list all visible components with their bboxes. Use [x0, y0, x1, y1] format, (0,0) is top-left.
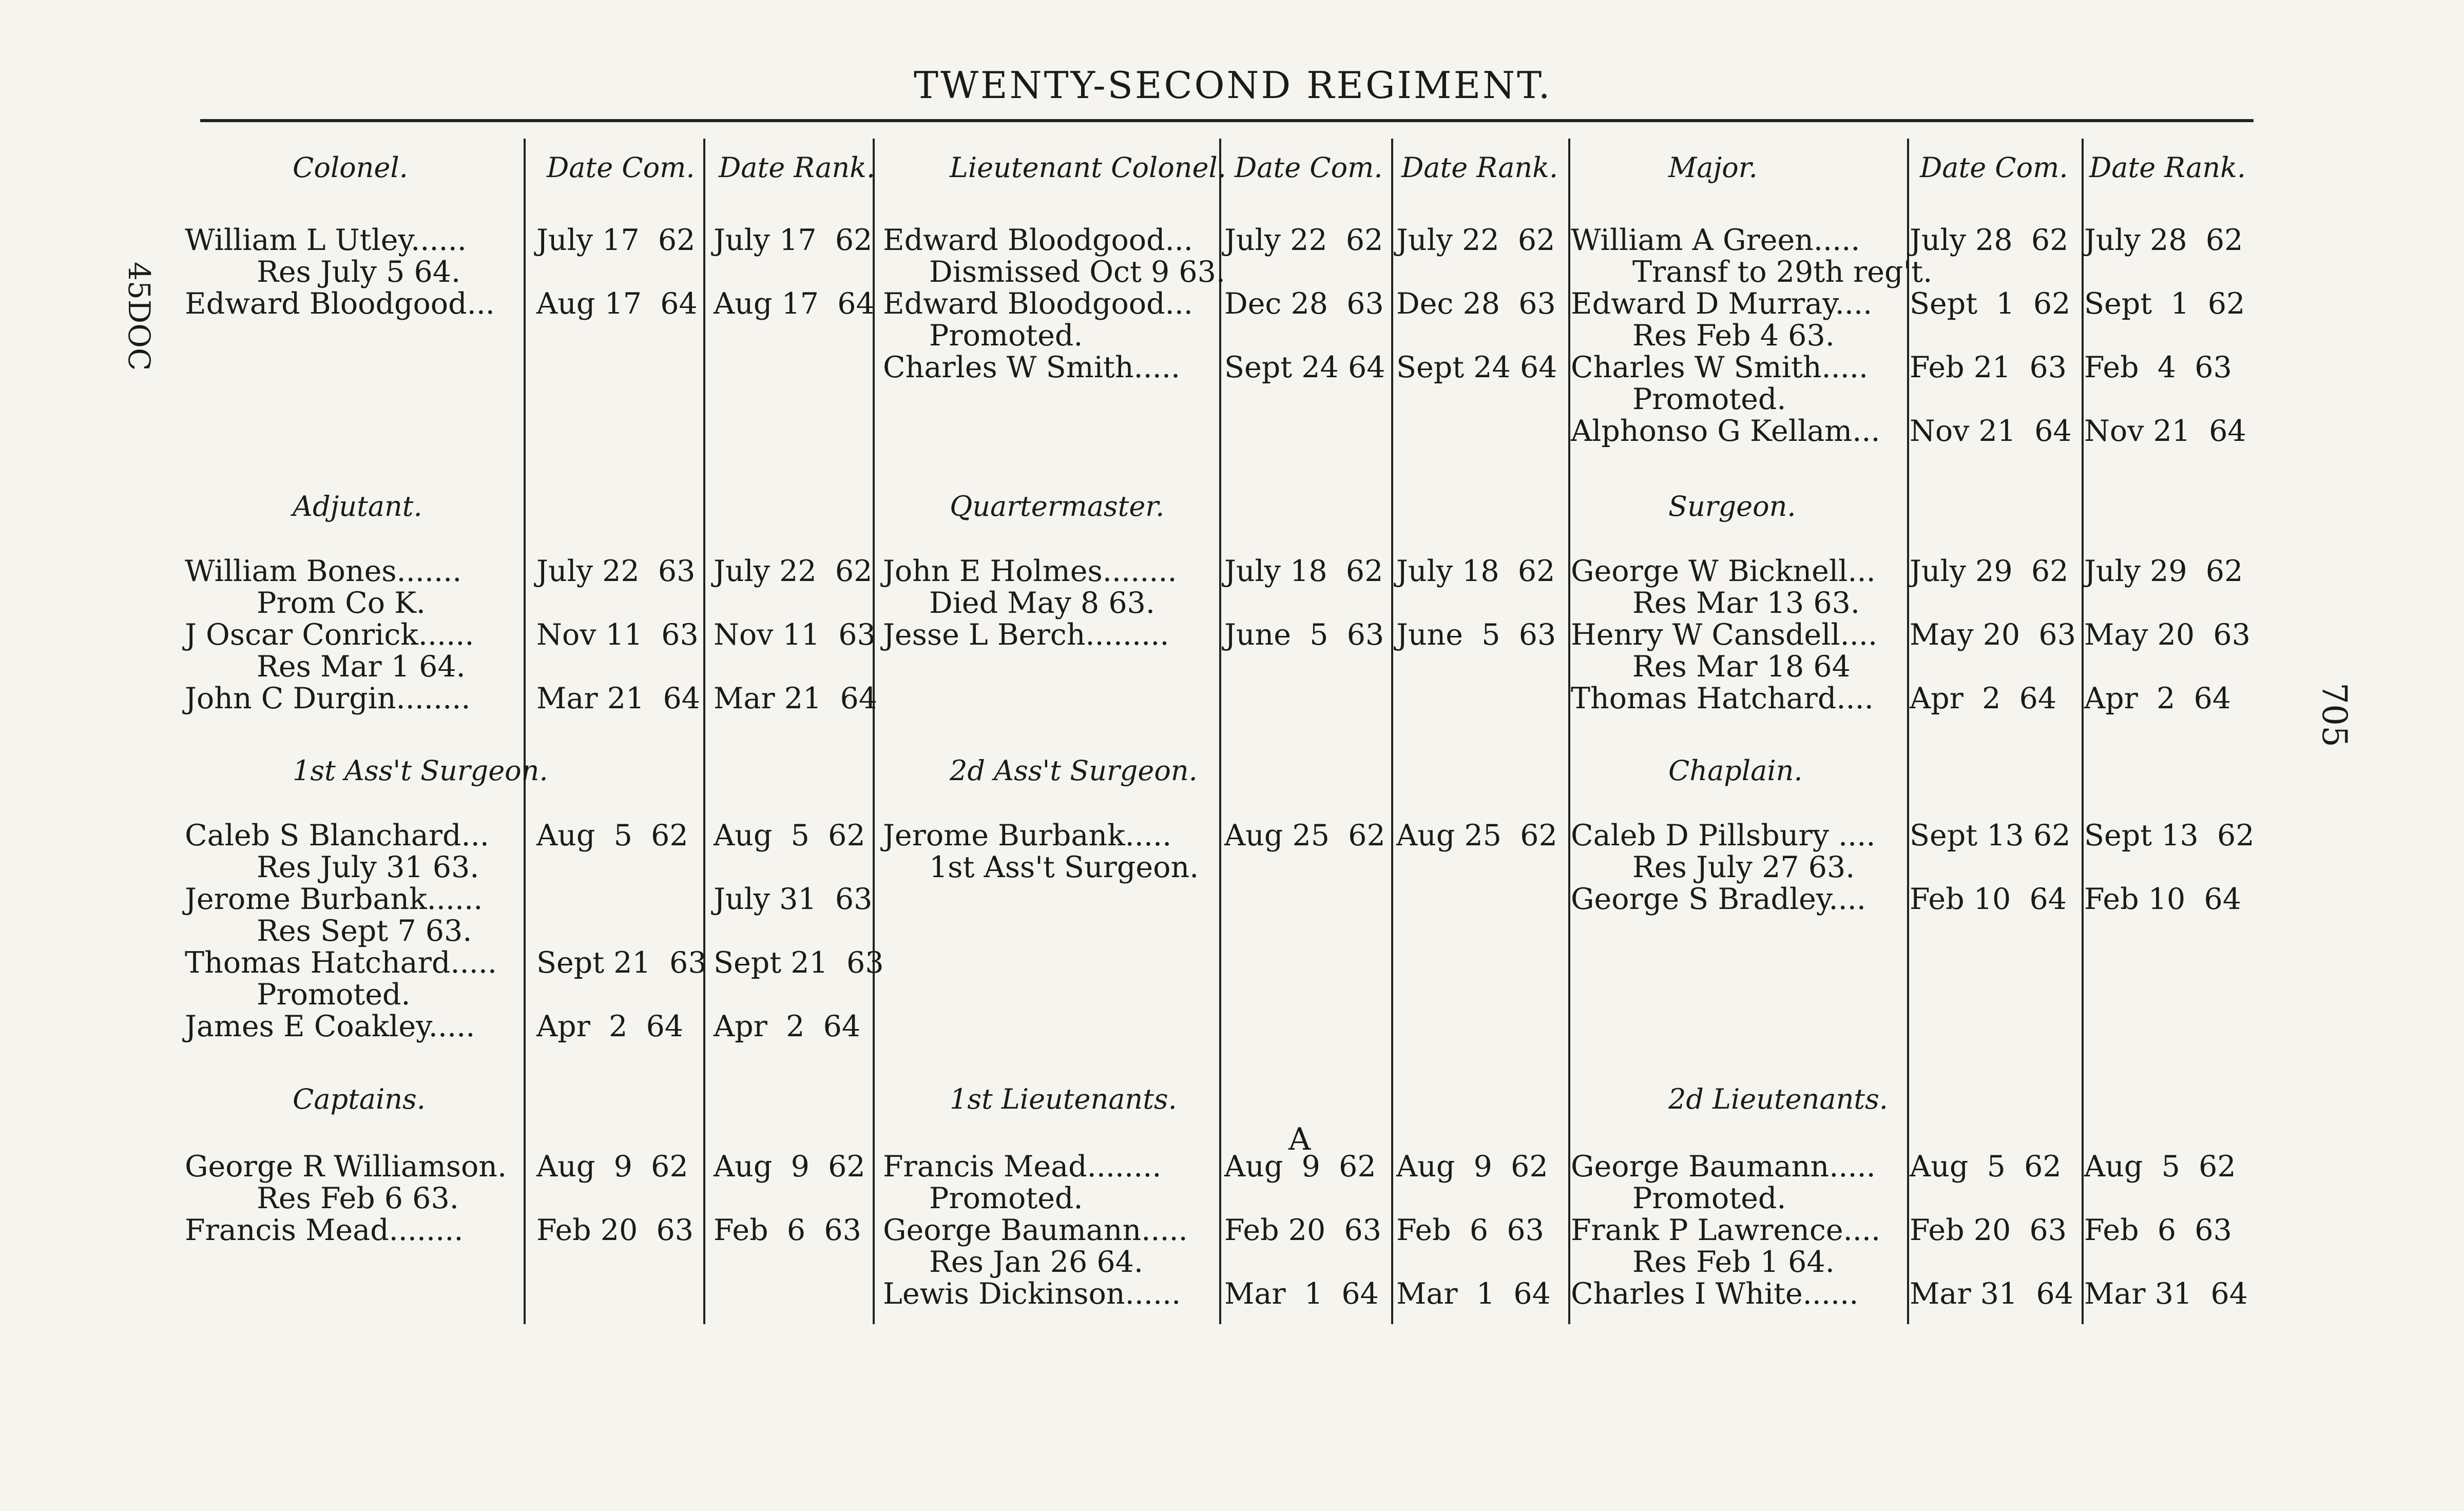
date-commissioned: July 22 63: [536, 554, 696, 588]
officer-note: Res Feb 1 64.: [1632, 1245, 1835, 1279]
officer-note: Promoted.: [1632, 382, 1786, 416]
date-commissioned: July 28 62: [1910, 223, 2069, 257]
officer-name: Caleb S Blanchard...: [185, 819, 489, 853]
date-commissioned: Aug 17 64: [536, 287, 698, 321]
date-commissioned: Sept 1 62: [1910, 287, 2071, 321]
date-commissioned: June 5 63: [1224, 618, 1384, 652]
section-heading: Chaplain.: [1668, 754, 1803, 787]
column-rule: [1907, 139, 1909, 1324]
officer-note: Res Mar 13 63.: [1632, 586, 1860, 620]
date-of-rank: July 18 62: [1396, 554, 1555, 588]
officer-name: George Baumann.....: [883, 1213, 1188, 1247]
date-com-heading: Date Com.: [1235, 151, 1383, 184]
date-of-rank: Sept 24 64: [1396, 351, 1557, 384]
date-rank-heading: Date Rank.: [2089, 151, 2246, 184]
section-heading: Adjutant.: [293, 490, 422, 522]
officer-note: Res July 27 63.: [1632, 850, 1855, 884]
date-of-rank: Aug 17 64: [714, 287, 875, 321]
date-of-rank: Feb 10 64: [2084, 882, 2242, 916]
column-rule: [524, 139, 526, 1324]
officer-name: Caleb D Pillsbury ....: [1571, 819, 1876, 853]
date-of-rank: Feb 4 63: [2084, 351, 2232, 384]
officer-note: Promoted.: [929, 1181, 1083, 1215]
date-commissioned: Aug 5 62: [1910, 1150, 2062, 1184]
date-of-rank: Dec 28 63: [1396, 287, 1556, 321]
date-of-rank: July 28 62: [2084, 223, 2243, 257]
column-rule: [1568, 139, 1570, 1324]
section-heading: Captains.: [293, 1083, 426, 1115]
section-heading: 2d Ass't Surgeon.: [950, 754, 1198, 787]
page-number: 705: [2315, 683, 2354, 747]
date-of-rank: Sept 13 62: [2084, 819, 2255, 853]
date-of-rank: Mar 1 64: [1396, 1277, 1551, 1311]
date-of-rank: Aug 25 62: [1396, 819, 1557, 853]
officer-name: John C Durgin........: [185, 682, 471, 715]
date-rank-heading: Date Rank.: [719, 151, 876, 184]
officer-note: Transf to 29th reg't.: [1632, 255, 1933, 289]
date-commissioned: Dec 28 63: [1224, 287, 1384, 321]
section-heading: 2d Lieutenants.: [1668, 1083, 1888, 1115]
date-of-rank: Aug 9 62: [1396, 1150, 1548, 1184]
date-of-rank: Feb 6 63: [1396, 1213, 1544, 1247]
date-of-rank: July 22 62: [714, 554, 873, 588]
section-heading: 1st Lieutenants.: [950, 1083, 1177, 1115]
date-commissioned: Feb 20 63: [536, 1213, 694, 1247]
date-of-rank: Feb 6 63: [714, 1213, 861, 1247]
date-commissioned: July 18 62: [1224, 554, 1383, 588]
column-rule: [703, 139, 705, 1324]
date-com-heading: Date Com.: [547, 151, 695, 184]
officer-name: George S Bradley....: [1571, 882, 1866, 916]
section-heading: 1st Ass't Surgeon.: [293, 754, 548, 787]
officer-name: William L Utley......: [185, 223, 467, 257]
officer-name: Jerome Burbank......: [185, 882, 483, 916]
date-of-rank: July 17 62: [714, 223, 873, 257]
date-commissioned: Nov 11 63: [536, 618, 699, 652]
column-rule: [1391, 139, 1393, 1324]
officer-name: Henry W Cansdell....: [1571, 618, 1878, 652]
officer-name: Charles W Smith.....: [883, 351, 1181, 384]
date-commissioned: Mar 21 64: [536, 682, 701, 715]
officer-note: Res July 31 63.: [257, 850, 479, 884]
officer-name: Edward Bloodgood...: [883, 223, 1193, 257]
date-commissioned: Sept 13 62: [1910, 819, 2071, 853]
date-commissioned: Aug 9 62: [536, 1150, 688, 1184]
date-commissioned: Nov 21 64: [1910, 414, 2072, 448]
officer-name: Edward Bloodgood...: [883, 287, 1193, 321]
date-of-rank: June 5 63: [1396, 618, 1556, 652]
date-of-rank: July 22 62: [1396, 223, 1555, 257]
officer-note: Res Mar 1 64.: [257, 650, 466, 684]
margin-mark: A: [1288, 1121, 1311, 1157]
officer-name: Charles I White......: [1571, 1277, 1859, 1311]
officer-note: Dismissed Oct 9 63.: [929, 255, 1226, 289]
date-of-rank: Mar 31 64: [2084, 1277, 2248, 1311]
officer-name: Jerome Burbank.....: [883, 819, 1172, 853]
date-commissioned: Feb 20 63: [1910, 1213, 2067, 1247]
date-of-rank: Aug 5 62: [714, 819, 865, 853]
date-rank-heading: Date Rank.: [1401, 151, 1558, 184]
officer-note: Res Jan 26 64.: [929, 1245, 1143, 1279]
title-rule: [200, 119, 2254, 122]
officer-name: Francis Mead........: [883, 1150, 1162, 1184]
officer-note: Prom Co K.: [257, 586, 426, 620]
officer-name: George Baumann.....: [1571, 1150, 1876, 1184]
officer-name: Edward D Murray....: [1571, 287, 1873, 321]
date-commissioned: Feb 21 63: [1910, 351, 2067, 384]
officer-name: Lewis Dickinson......: [883, 1277, 1181, 1311]
date-commissioned: Sept 21 63: [536, 946, 707, 980]
date-of-rank: Apr 2 64: [2084, 682, 2231, 715]
officer-name: George W Bicknell...: [1571, 554, 1876, 588]
officer-name: George R Williamson.: [185, 1150, 507, 1184]
officer-name: Edward Bloodgood...: [185, 287, 495, 321]
officer-name: J Oscar Conrick......: [185, 618, 474, 652]
officer-note: Promoted.: [929, 319, 1083, 353]
column-rule: [1219, 139, 1221, 1324]
officer-note: Promoted.: [257, 978, 411, 1012]
date-commissioned: Feb 10 64: [1910, 882, 2067, 916]
officer-note: 1st Ass't Surgeon.: [929, 850, 1199, 884]
date-commissioned: Mar 1 64: [1224, 1277, 1379, 1311]
date-commissioned: May 20 63: [1910, 618, 2076, 652]
officer-name: Jesse L Berch.........: [883, 618, 1169, 652]
date-commissioned: Aug 9 62: [1224, 1150, 1376, 1184]
officer-name: William A Green.....: [1571, 223, 1860, 257]
date-of-rank: Apr 2 64: [714, 1010, 861, 1043]
officer-name: William Bones.......: [185, 554, 462, 588]
officer-note: Res July 5 64.: [257, 255, 461, 289]
date-of-rank: July 31 63: [714, 882, 873, 916]
column-rule: [2082, 139, 2084, 1324]
section-heading: Surgeon.: [1668, 490, 1796, 522]
page-title: TWENTY-SECOND REGIMENT.: [914, 64, 1552, 107]
date-commissioned: Sept 24 64: [1224, 351, 1385, 384]
date-commissioned: Mar 31 64: [1910, 1277, 2074, 1311]
officer-note: Died May 8 63.: [929, 586, 1155, 620]
officer-name: Francis Mead........: [185, 1213, 464, 1247]
date-commissioned: Aug 25 62: [1224, 819, 1385, 853]
section-heading: Major.: [1668, 151, 1758, 184]
officer-name: Frank P Lawrence....: [1571, 1213, 1881, 1247]
officer-name: Thomas Hatchard....: [1571, 682, 1874, 715]
date-commissioned: July 29 62: [1910, 554, 2069, 588]
date-of-rank: July 29 62: [2084, 554, 2243, 588]
date-commissioned: Apr 2 64: [1910, 682, 2057, 715]
section-heading: Lieutenant Colonel.: [950, 151, 1226, 184]
date-commissioned: Feb 20 63: [1224, 1213, 1382, 1247]
officer-note: Promoted.: [1632, 1181, 1786, 1215]
date-of-rank: May 20 63: [2084, 618, 2250, 652]
officer-name: John E Holmes........: [883, 554, 1177, 588]
officer-note: Res Mar 18 64: [1632, 650, 1851, 684]
officer-name: Alphonso G Kellam...: [1571, 414, 1880, 448]
date-com-heading: Date Com.: [1920, 151, 2068, 184]
date-of-rank: Aug 9 62: [714, 1150, 865, 1184]
doc-label: 45DOC: [122, 262, 157, 371]
section-heading: Colonel.: [293, 151, 408, 184]
date-of-rank: Aug 5 62: [2084, 1150, 2236, 1184]
date-of-rank: Sept 1 62: [2084, 287, 2245, 321]
date-of-rank: Feb 6 63: [2084, 1213, 2232, 1247]
section-heading: Quartermaster.: [950, 490, 1165, 522]
officer-name: James E Coakley.....: [185, 1010, 475, 1043]
date-of-rank: Nov 11 63: [714, 618, 876, 652]
officer-name: Charles W Smith.....: [1571, 351, 1869, 384]
officer-note: Res Feb 6 63.: [257, 1181, 459, 1215]
officer-note: Res Feb 4 63.: [1632, 319, 1835, 353]
date-commissioned: Apr 2 64: [536, 1010, 684, 1043]
date-of-rank: Sept 21 63: [714, 946, 884, 980]
date-commissioned: July 22 62: [1224, 223, 1383, 257]
date-of-rank: Nov 21 64: [2084, 414, 2246, 448]
date-of-rank: Mar 21 64: [714, 682, 878, 715]
date-commissioned: July 17 62: [536, 223, 696, 257]
officer-note: Res Sept 7 63.: [257, 914, 472, 948]
officer-name: Thomas Hatchard.....: [185, 946, 497, 980]
date-commissioned: Aug 5 62: [536, 819, 688, 853]
